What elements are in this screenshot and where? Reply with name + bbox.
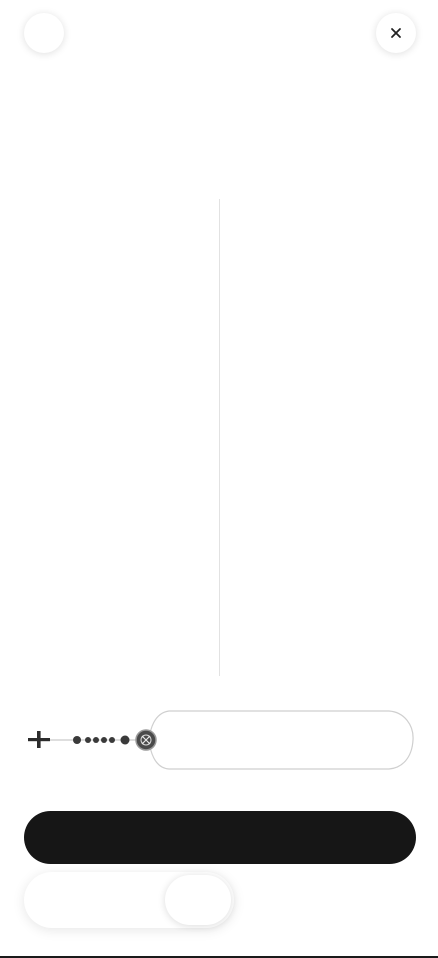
language-toggle [24, 872, 234, 928]
mystery-title [70, 25, 368, 40]
rosary-icon [24, 700, 416, 776]
close-button[interactable] [376, 13, 416, 53]
column-divider [219, 199, 220, 676]
pendant-bead [93, 737, 99, 743]
language-option-lat[interactable] [106, 872, 154, 928]
close-icon [390, 27, 402, 39]
rosary-loop [149, 711, 413, 769]
pendant-bead [121, 736, 130, 745]
next-button[interactable] [24, 811, 416, 864]
pendant-bead [73, 736, 81, 744]
pendant-bead [109, 737, 115, 743]
rosary-centerpiece-icon [136, 730, 156, 750]
language-option-both[interactable] [165, 875, 231, 925]
font-size-button[interactable] [24, 13, 64, 53]
language-option-eng[interactable] [38, 872, 84, 928]
pendant-bead [85, 737, 91, 743]
crucifix-icon [28, 731, 50, 748]
decade-progress-bar [24, 66, 416, 69]
pendant-bead [101, 737, 107, 743]
